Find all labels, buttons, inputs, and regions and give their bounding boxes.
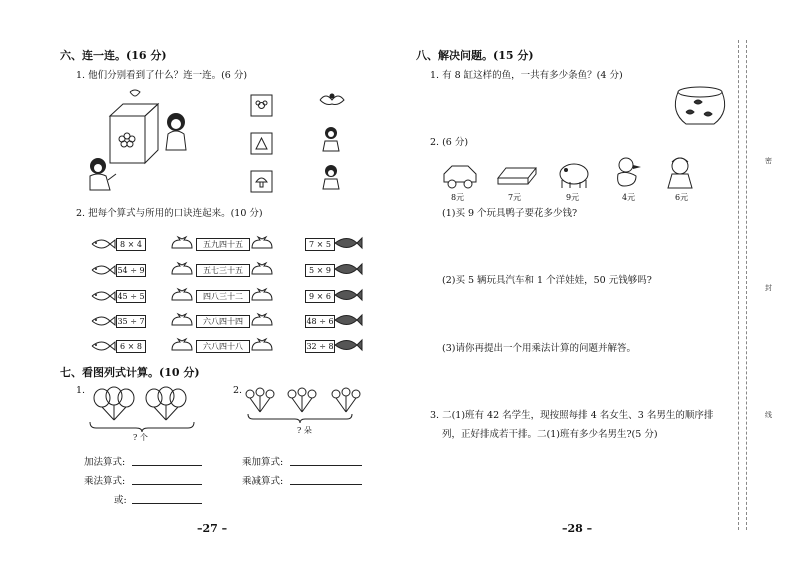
section6-title: 六、连一连。(16 分) (60, 49, 167, 62)
girl-small-figure (320, 126, 342, 152)
s7-p2-number: 2. (233, 385, 243, 396)
price-car: 8元 (451, 193, 465, 202)
muladd-formula-label: 乘加算式: (242, 457, 284, 468)
left-expr-5[interactable]: 6 × 8 (116, 340, 146, 353)
margin-mark-mi: 密 (765, 157, 772, 165)
left-expr-3[interactable]: 45 ÷ 5 (117, 292, 145, 301)
section8-title: 八、解决问题。(15 分) (416, 49, 534, 62)
binding-line-left (738, 40, 739, 530)
rhyme-5[interactable]: 六八四十八 (196, 340, 250, 353)
fish-icon (90, 340, 116, 352)
left-expr-1[interactable]: 8 × 4 (116, 238, 146, 251)
mulsub-formula-label: 乘减算式: (242, 476, 284, 487)
bird-figure (318, 90, 344, 112)
or-formula-blank[interactable] (132, 502, 202, 504)
cat-icon (248, 313, 276, 329)
cat-icon (168, 236, 196, 252)
right-expr-2[interactable]: 5 × 9 (305, 264, 335, 277)
flowers-figure (240, 386, 370, 426)
price-duck: 4元 (622, 193, 636, 202)
mul-formula-label: 乘法算式: (84, 476, 126, 487)
margin-mark-xian: 线 (765, 411, 772, 419)
rhyme-2[interactable]: 五七三十五 (196, 264, 250, 277)
right-expr-4[interactable]: 48 ÷ 6 (306, 317, 334, 326)
s8-q2c-text: (3)请你再提出一个用乘法计算的问题并解答。 (442, 343, 636, 354)
s7-p1-number: 1. (76, 385, 86, 396)
toy-duck-icon (612, 156, 646, 190)
s8-q1-text: 1. 有 8 缸这样的鱼，一共有多少条鱼？(4 分) (430, 70, 623, 81)
rhyme-4[interactable]: 六八四十四 (196, 315, 250, 328)
balloons-figure (88, 388, 198, 436)
fishbowl-figure (672, 84, 728, 128)
fish-icon (90, 315, 116, 327)
toy-elephant-icon (556, 160, 592, 190)
section7-title: 七、看图列式计算。(10 分) (60, 366, 200, 379)
s7-p2-label: ? 朵 (297, 426, 312, 435)
cat-icon (248, 262, 276, 278)
fish-icon (90, 238, 116, 250)
page-number-right: –28 – (562, 522, 593, 535)
cat-icon (248, 338, 276, 354)
rhyme-1[interactable]: 五九四十五 (196, 238, 250, 251)
cat-icon (168, 313, 196, 329)
price-doll: 6元 (675, 193, 689, 202)
flower-view-square (250, 94, 274, 118)
fish-icon (90, 290, 116, 302)
muladd-formula-blank[interactable] (290, 464, 362, 466)
fish-icon (333, 338, 363, 352)
mushroom-view-square (250, 170, 274, 194)
binding-line-right (746, 40, 747, 530)
cat-icon (248, 288, 276, 304)
page-number-left: –27 – (197, 522, 228, 535)
toy-doll-icon (664, 156, 696, 190)
cat-icon (168, 262, 196, 278)
or-label: 或: (114, 495, 127, 506)
rhyme-3[interactable]: 四八三十二 (196, 290, 250, 303)
cat-icon (168, 338, 196, 354)
fish-icon (333, 313, 363, 327)
left-expr-4[interactable]: 35 ÷ 7 (117, 317, 145, 326)
s8-q3-line2: 列，正好排成若干排。二(1)班有多少名男生?(5 分) (442, 429, 658, 440)
mulsub-formula-blank[interactable] (290, 483, 362, 485)
s8-q3-line1: 3. 二(1)班有 42 名学生，现按照每排 4 名女生、3 名男生的顺序排 (430, 410, 714, 421)
s8-q2b-text: (2)买 5 辆玩具汽车和 1 个洋娃娃，50 元钱够吗? (442, 275, 652, 286)
add-formula-label: 加法算式: (84, 457, 126, 468)
boy-small-figure (320, 164, 342, 190)
cat-icon (248, 236, 276, 252)
margin-mark-feng: 封 (765, 284, 772, 292)
fish-icon (333, 262, 363, 276)
s7-p1-label: ? 个 (133, 433, 148, 442)
mul-formula-blank[interactable] (132, 483, 202, 485)
girl-figure (160, 112, 194, 152)
boy-figure (86, 158, 120, 194)
price-elephant: 9元 (566, 193, 580, 202)
triangle-view-square (250, 132, 274, 156)
toy-car-icon (440, 162, 480, 190)
left-expr-2[interactable]: 54 ÷ 9 (117, 266, 145, 275)
cat-icon (168, 288, 196, 304)
right-expr-5[interactable]: 32 ÷ 8 (306, 342, 334, 351)
s8-q2a-text: (1)买 9 个玩具鸭子要花多少钱? (442, 208, 578, 219)
s6-q2-text: 2. 把每个算式与所用的口诀连起来。(10 分) (76, 208, 263, 219)
s6-q1-text: 1. 他们分别看到了什么？连一连。(6 分) (76, 70, 248, 81)
right-expr-1[interactable]: 7 × 5 (305, 238, 335, 251)
price-block: 7元 (508, 193, 522, 202)
s8-q2-text: 2. (6 分) (430, 137, 469, 148)
fish-icon (90, 264, 116, 276)
fish-icon (333, 236, 363, 250)
add-formula-blank[interactable] (132, 464, 202, 466)
right-expr-3[interactable]: 9 × 6 (305, 290, 335, 303)
toy-block-icon (494, 164, 540, 188)
fish-icon (333, 288, 363, 302)
